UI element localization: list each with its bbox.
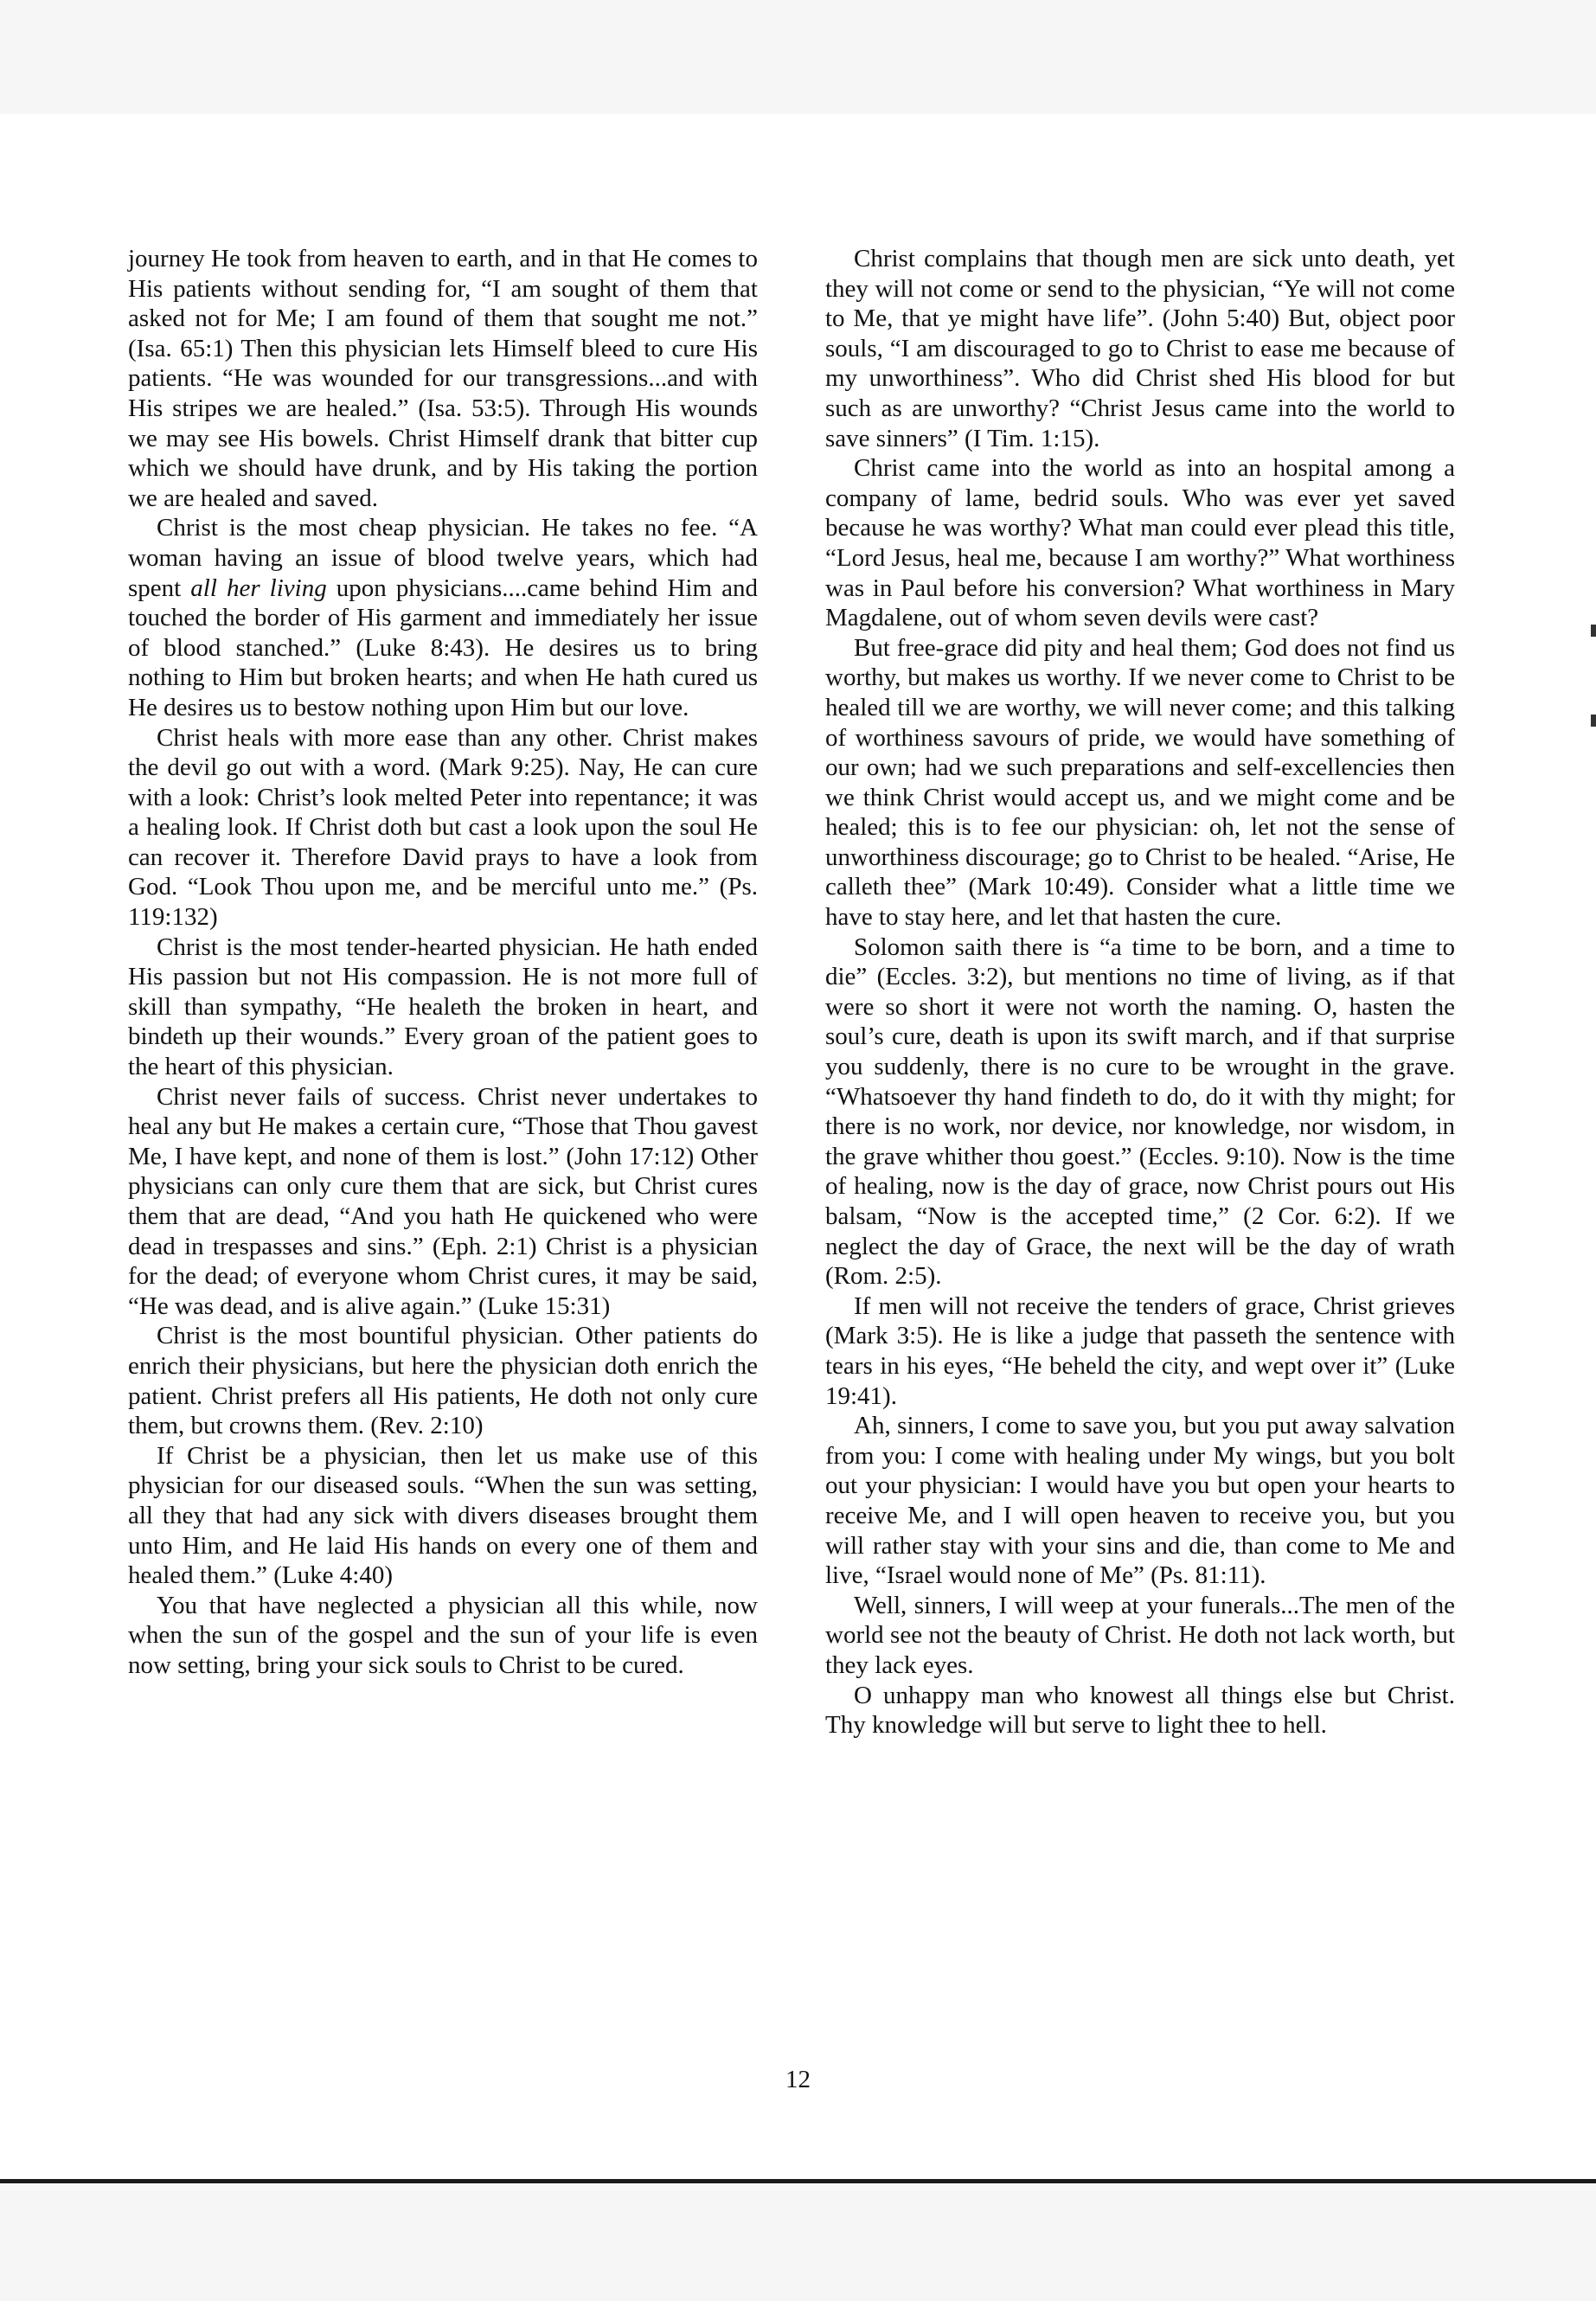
paragraph-cheap-physician-text-a: Christ is the most cheap physician. He takes no fee. “A woman having an issue of blood twelve years, which had spent	[128, 514, 758, 602]
paragraph-unhappy-man: O unhappy man who knowest all things else but Christ. Thy knowledge will but serve to light thee to hell.	[825, 1681, 1455, 1740]
paragraph-tenders-of-grace: If men will not receive the tenders of grace, Christ grieves (Mark 3:5). He is like a judge that passeth the sentence with tears in his eyes, “He beheld the city, and wept over it” (Luke 19:41).	[825, 1292, 1455, 1410]
paragraph-neglected: You that have neglected a physician all this while, now when the sun of the gospel and the sun of your life is even now setting, bring your sick souls to Christ to be cured.	[128, 1591, 758, 1679]
paragraph-ah-sinners: Ah, sinners, I come to save you, but you put away salvation from you: I come with healing under My wings, but you bolt out your physician: I would have you but open your hearts to receive Me, and I will open heaven to receive you, but you will rather stay with your sins and die, than come to Me and live, “Israel would none of Me” (Ps. 81:11).	[825, 1412, 1455, 1590]
scan-edge-mark	[1591, 625, 1596, 637]
paragraph-cheap-physician	[128, 513, 758, 722]
scan-edge-mark	[1591, 715, 1596, 727]
paragraph-tender-hearted: Christ is the most tender-hearted physician. He hath ended His passion but not His compassion. He is not more full of skill than sympathy, “He healeth the broken in heart, and bindeth up their wounds.” Every groan of the patient goes to the heart of this physician.	[128, 933, 758, 1081]
emphasis-all-her-living: all her living	[190, 574, 327, 602]
paragraph-heals-with-ease: Christ heals with more ease than any other. Christ makes the devil go out with a word. (Mark 9:25). Nay, He can cure with a look: Christ’s look melted Peter into repentance; it was a healing look. If Christ doth but cast a look upon the soul He can recover it. Therefore David prays to have a look from God. “Look Thou upon me, and be merciful unto me.” (Ps. 119:132)	[128, 723, 758, 932]
paragraph-weep-funerals: Well, sinners, I will weep at your funerals...The men of the world see not the beauty of Christ. He doth not lack worth, but they lack eyes.	[825, 1591, 1455, 1679]
page-number: 12	[785, 2066, 811, 2093]
right-column	[825, 244, 1455, 1740]
paragraph-cheap-physician-text-b: upon physicians....came behind Him and touched the border of His garment and immediately her issue of blood stanched.” (Luke 8:43). He desires us to bring nothing to Him but broken hearts; and when He hath cured us He desires us to bestow nothing upon Him but our love.	[128, 574, 758, 721]
left-column	[128, 244, 758, 1681]
paragraph-make-use: If Christ be a physician, then let us make use of this physician for our diseased souls. “When the sun was setting, all they that had any sick with divers diseases brought them unto Him, and He laid His hands on every one of them and healed them.” (Luke 4:40)	[128, 1441, 758, 1590]
paragraph-never-fails: Christ never fails of success. Christ never undertakes to heal any but He makes a certain cure, “Those that Thou gavest Me, I have kept, and none of them is lost.” (John 17:12) Other physicians can only cure them that are sick, but Christ cures them that are dead, “And you hath He quickened who were dead in trespasses and sins.” (Eph. 2:1) Christ is a physician for the dead; of everyone whom Christ cures, it may be said, “He was dead, and is alive again.” (Luke 15:31)	[128, 1082, 758, 1320]
paragraph-bountiful: Christ is the most bountiful physician. Other patients do enrich their physicians, but here the physician doth enrich the patient. Christ prefers all His patients, He doth not only cure them, but crowns them. (Rev. 2:10)	[128, 1322, 758, 1440]
paragraph-journey-continuation: journey He took from heaven to earth, and in that He comes to His patients without sending for, “I am sought of them that asked not for Me; I am found of them that sought me not.” (Isa. 65:1) Then this physician lets Himself bleed to cure His patients. “He was wounded for our transgressions...and with His stripes we are healed.” (Isa. 53:5). Through His wounds we may see His bowels. Christ Himself drank that bitter cup which we should have drunk, and by His taking the portion we are healed and saved.	[128, 245, 758, 512]
scan-bottom-margin	[0, 2183, 1596, 2301]
paragraph-complains: Christ complains that though men are sick unto death, yet they will not come or send to the physician, “Ye will not come to Me, that ye might have life”. (John 5:40) But, object poor souls, “I am discouraged to go to Christ to ease me because of my unworthiness”. Who did Christ shed His blood for but such as are unworthy? “Christ Jesus came into the world to save sinners” (I Tim. 1:15).	[825, 245, 1455, 452]
paragraph-solomon: Solomon saith there is “a time to be born, and a time to die” (Eccles. 3:2), but mentions no time of living, as if that were so short it were not worth the naming. O, hasten the soul’s cure, death is upon its swift march, and if that surprise you suddenly, there is no cure to be wrought in the grave. “Whatsoever thy hand findeth to do, do it with thy might; for there is no work, nor device, nor knowledge, nor wisdom, in the grave whither thou goest.” (Eccles. 9:10). Now is the time of healing, now is the day of grace, now Christ pours out His balsam, “Now is the accepted time,” (2 Cor. 6:2). If we neglect the day of Grace, the next will be the day of wrath (Rom. 2:5).	[825, 933, 1455, 1291]
scan-top-margin	[0, 0, 1596, 114]
paragraph-hospital: Christ came into the world as into an hospital among a company of lame, bedrid souls. Who was ever yet saved because he was worthy? What man could ever plead this title, “Lord Jesus, heal me, because I am worthy?” What worthiness was in Paul before his conversion? What worthiness in Mary Magdalene, out of whom seven devils were cast?	[825, 454, 1455, 632]
paragraph-free-grace: But free-grace did pity and heal them; God does not find us worthy, but makes us worthy. If we never come to Christ to be healed till we are worthy, we will never come; and this talking of worthiness savours of pride, we would have something of our own; had we such preparations and self-excellencies then we think Christ would accept us, and we might come and be healed; this is to fee our physician: oh, let not the sense of unworthiness discourage; go to Christ to be healed. “Arise, He calleth thee” (Mark 10:49). Consider what a little time we have to stay here, and let that hasten the cure.	[825, 633, 1455, 932]
